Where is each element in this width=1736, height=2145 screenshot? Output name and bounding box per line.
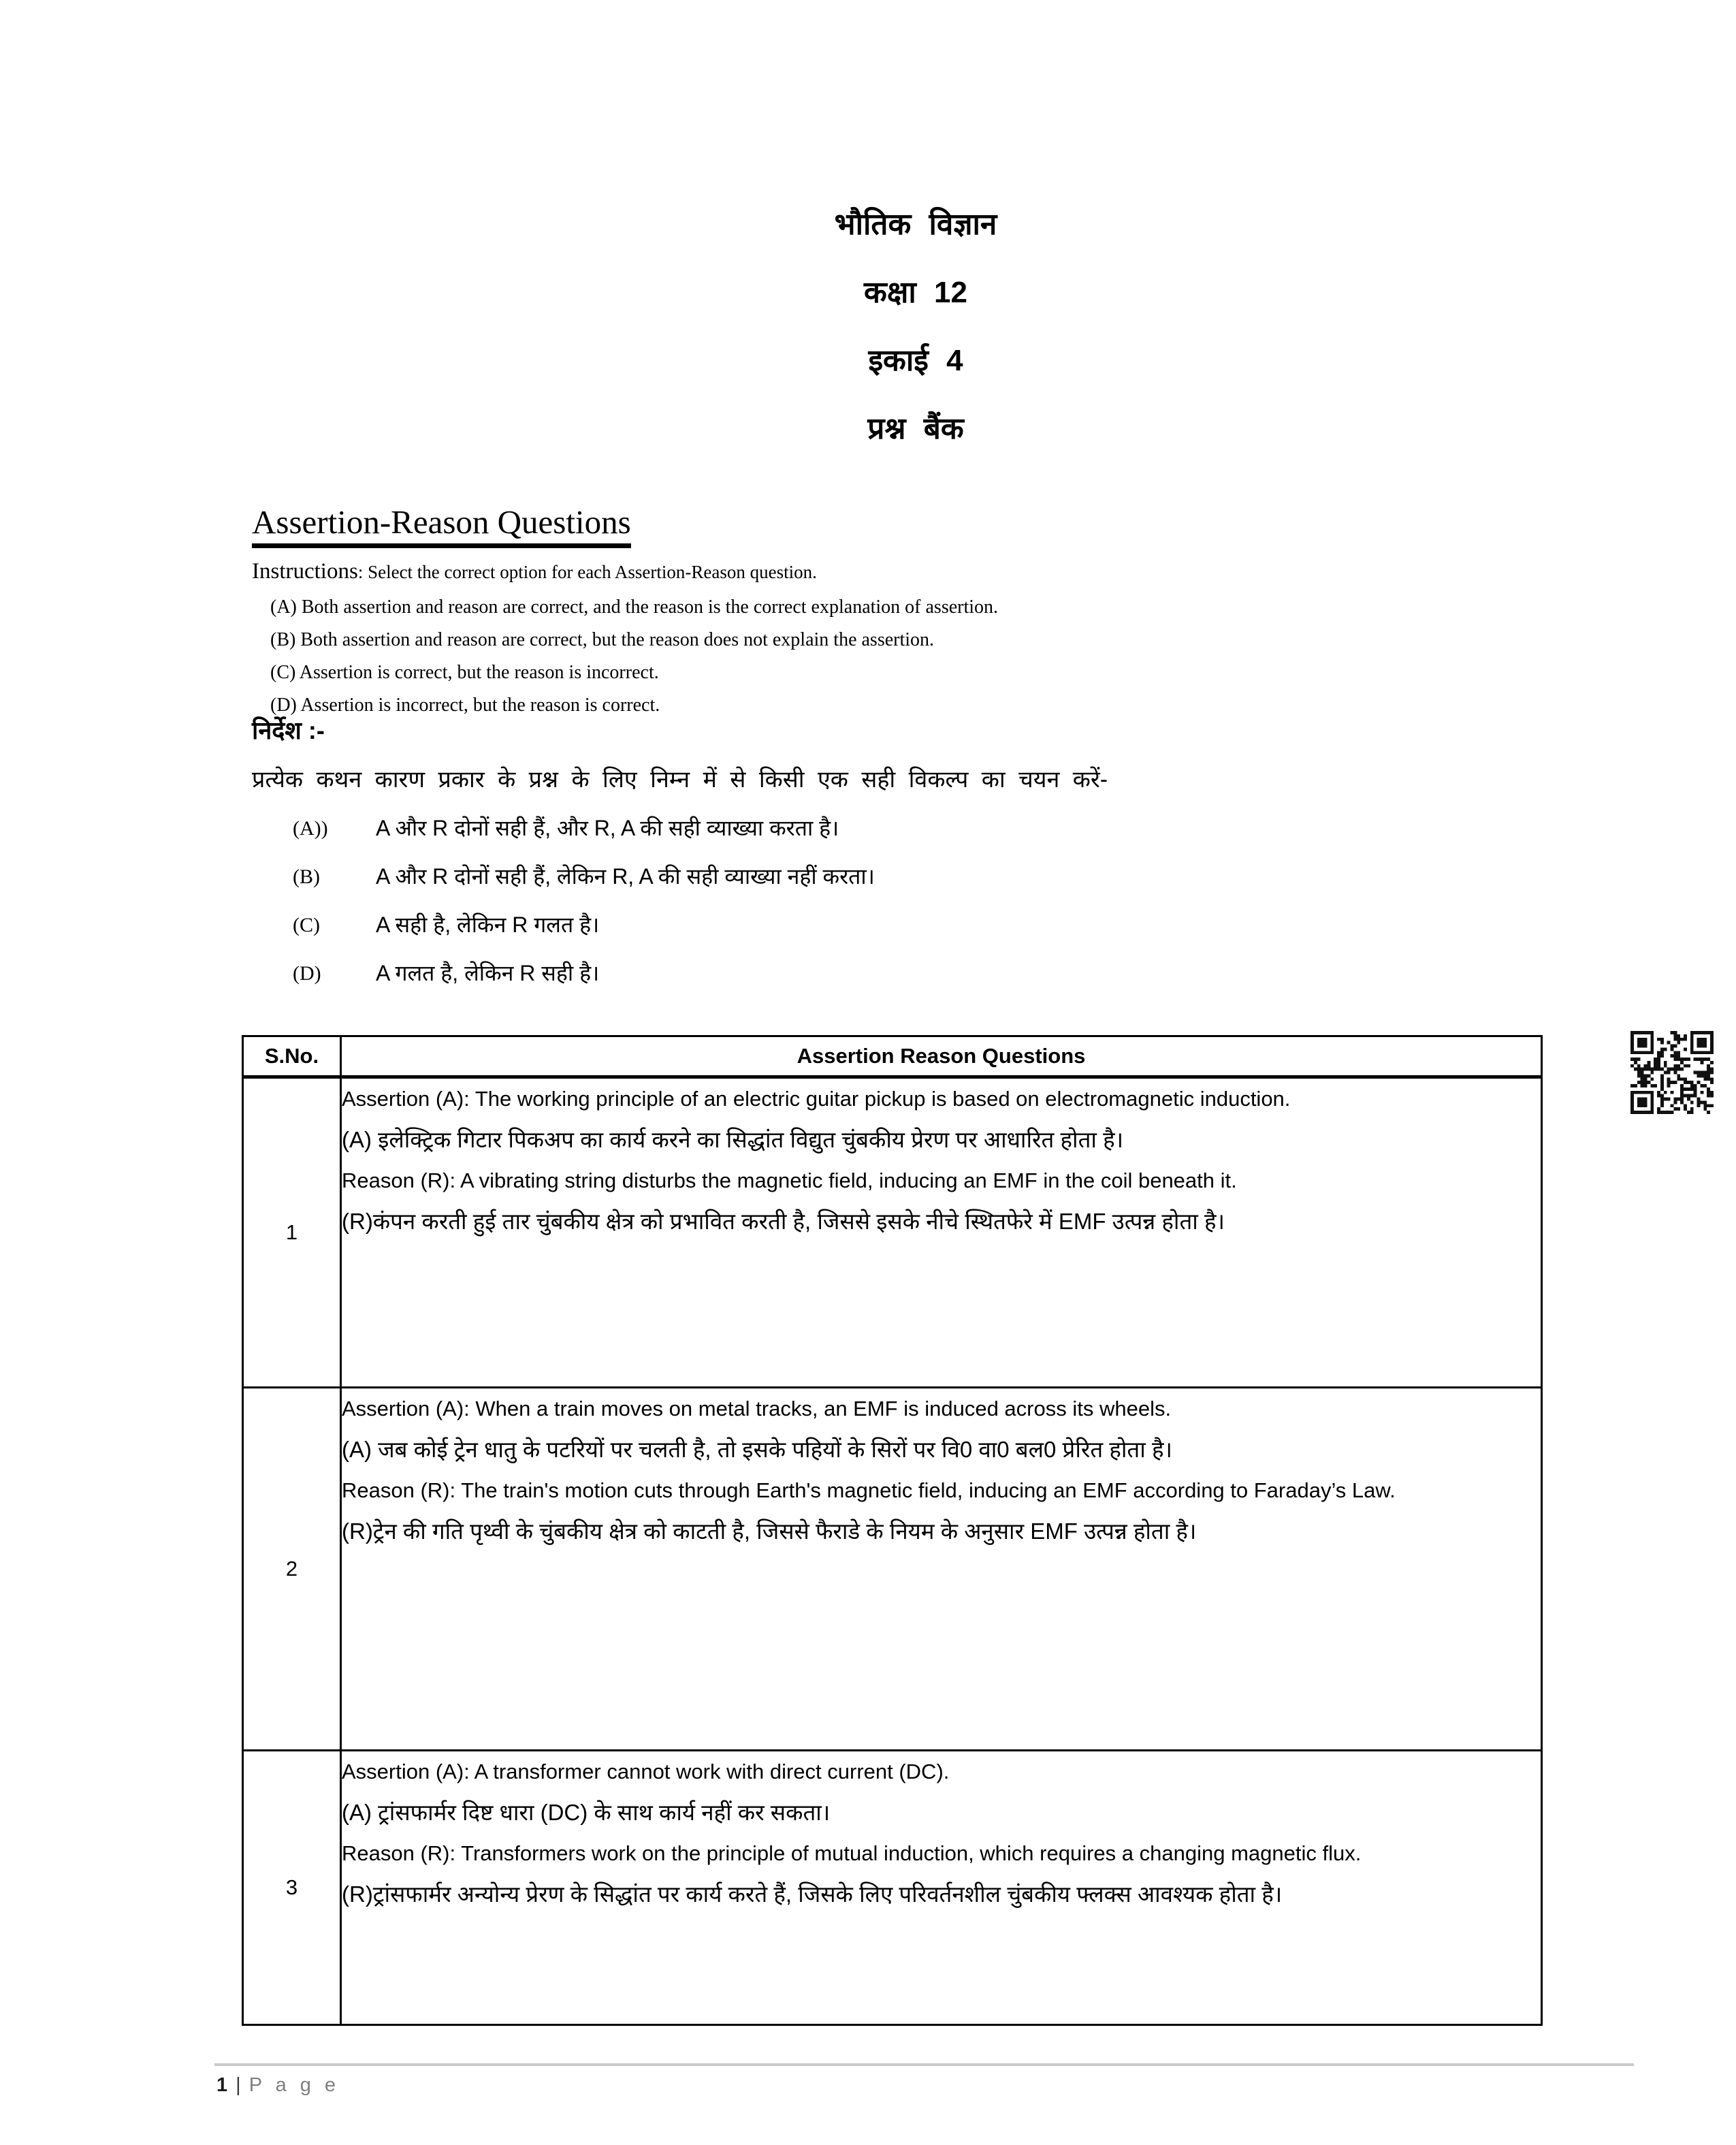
- question-paragraph-assertion-en: Assertion (A): When a train moves on metal tracks, an EMF is induced across its wheels.: [342, 1397, 1172, 1420]
- instructions-label: Instructions: [252, 559, 358, 584]
- english-option-c: (C) Assertion is correct, but the reason is incorrect.: [270, 662, 659, 683]
- hindi-option-a: [252, 813, 1579, 844]
- question-cell: [341, 1077, 1542, 1388]
- english-options-list: [252, 591, 1579, 722]
- english-option-b: (B) Both assertion and reason are correct, but the reason does not explain the assertion.: [270, 629, 935, 650]
- question-row-2: [243, 1388, 1542, 1751]
- hindi-option-c-label: (C): [293, 914, 320, 936]
- hindi-option-b-label: (B): [293, 865, 320, 888]
- doc-title-class: कक्षा 12: [864, 276, 967, 309]
- question-row-3: [243, 1751, 1542, 2025]
- question-row-1: [243, 1077, 1542, 1388]
- question-paragraph-reason-en: Reason (R): Transformers work on the principle of mutual induction, which requires a changing magnetic flux.: [342, 1841, 1362, 1865]
- question-paragraph-reason-hi: (R)कंपन करती हुई तार चुंबकीय क्षेत्र को प्रभावित करती है, जिससे इसके नीचे स्थितफेरे में EMF उत्पन्न होता है।: [342, 1209, 1225, 1234]
- hindi-option-d: [252, 958, 1579, 989]
- table-header-questions: Assertion Reason Questions: [341, 1036, 1542, 1077]
- question-paragraph-reason-hi: (R)ट्रेन की गति पृथ्वी के चुंबकीय क्षेत्र को काटती है, जिससे फैराडे के नियम के अनुसार EMF उत्पन्न होता है।: [342, 1519, 1197, 1544]
- hindi-option-d-label: (D): [293, 962, 321, 985]
- question-paragraph-reason-en: Reason (R): A vibrating string disturbs the magnetic field, inducing an EMF in the coil beneath it.: [342, 1169, 1237, 1192]
- footer-page-number: 1: [216, 2074, 232, 2096]
- question-paragraph-assertion-hi: (A) जब कोई ट्रेन धातु के पटरियों पर चलती है, तो इसके पहियों के सिरों पर वि0 वा0 बल0 प्रेरित होता है।: [342, 1437, 1172, 1462]
- hindi-option-c-text: A सही है, लेकिन R गलत है।: [376, 912, 600, 937]
- instructions-line: [252, 559, 1579, 584]
- hindi-instructions-heading: निर्देश :-: [252, 716, 325, 744]
- doc-title-question-bank: प्रश्न बैंक: [867, 412, 964, 445]
- qr-code-icon: [1630, 1031, 1714, 1114]
- doc-title-subject: भौतिक विज्ञान: [834, 208, 997, 241]
- question-cell: [341, 1388, 1542, 1751]
- sno-cell: 3: [243, 1751, 341, 2025]
- titles-block: [252, 191, 1579, 463]
- question-paragraph-reason-en: Reason (R): The train's motion cuts through Earth's magnetic field, inducing an EMF according to Faraday’s Law.: [342, 1478, 1396, 1502]
- question-paragraph-assertion-en: Assertion (A): The working principle of an electric guitar pickup is based on electromagnetic induction.: [342, 1087, 1291, 1111]
- hindi-option-d-text: A गलत है, लेकिन R सही है।: [376, 961, 600, 985]
- table-header-row: [243, 1036, 1542, 1077]
- footer-page-word: P a g e: [248, 2074, 340, 2096]
- assertion-reason-section: [252, 503, 1579, 722]
- table-header-sno: S.No.: [243, 1036, 341, 1077]
- questions-table: [242, 1035, 1543, 2026]
- hindi-options-list: [252, 813, 1579, 989]
- hindi-option-b: [252, 861, 1579, 892]
- question-paragraph-assertion-hi: (A) इलेक्ट्रिक गिटार पिकअप का कार्य करने का सिद्धांत विद्युत चुंबकीय प्रेरण पर आधारित होता है।: [342, 1127, 1124, 1152]
- sno-cell: 2: [243, 1388, 341, 1751]
- english-option-d: (D) Assertion is incorrect, but the reason is correct.: [270, 695, 660, 716]
- hindi-instructions-section: [252, 714, 1579, 1006]
- footer-separator: |: [236, 2074, 245, 2096]
- hindi-option-c: [252, 910, 1579, 940]
- qr-code: [1630, 1031, 1714, 1114]
- hindi-option-a-text: A और R दोनों सही हैं, और R, A की सही व्याख्या करता है।: [376, 816, 839, 840]
- doc-title-unit: इकाई 4: [868, 344, 963, 377]
- hindi-intro: प्रत्येक कथन कारण प्रकार के प्रश्न के लिए निम्न में से किसी एक सही विकल्प का चयन करें-: [252, 767, 1108, 793]
- instructions-text: : Select the correct option for each Assertion-Reason question.: [357, 562, 817, 582]
- footer-rule: [214, 2063, 1634, 2066]
- question-paragraph-reason-hi: (R)ट्रांसफार्मर अन्योन्य प्रेरण के सिद्धांत पर कार्य करते हैं, जिसके लिए परिवर्तनशील चुंबकीय फ्लक्स आवश्यक होता है।: [342, 1881, 1283, 1907]
- question-cell: [341, 1751, 1542, 2025]
- section-heading: Assertion-Reason Questions: [252, 503, 631, 548]
- english-option-a: (A) Both assertion and reason are correct, and the reason is the correct explanation of assertion.: [270, 597, 999, 618]
- question-paragraph-assertion-en: Assertion (A): A transformer cannot work with direct current (DC).: [342, 1760, 950, 1783]
- hindi-option-a-label: (A)): [293, 817, 328, 840]
- page-footer: [216, 2074, 340, 2097]
- question-paragraph-assertion-hi: (A) ट्रांसफार्मर दिष्ट धारा (DC) के साथ कार्य नहीं कर सकता।: [342, 1800, 831, 1825]
- sno-cell: 1: [243, 1077, 341, 1388]
- hindi-option-b-text: A और R दोनों सही हैं, लेकिन R, A की सही व्याख्या नहीं करता।: [376, 864, 875, 889]
